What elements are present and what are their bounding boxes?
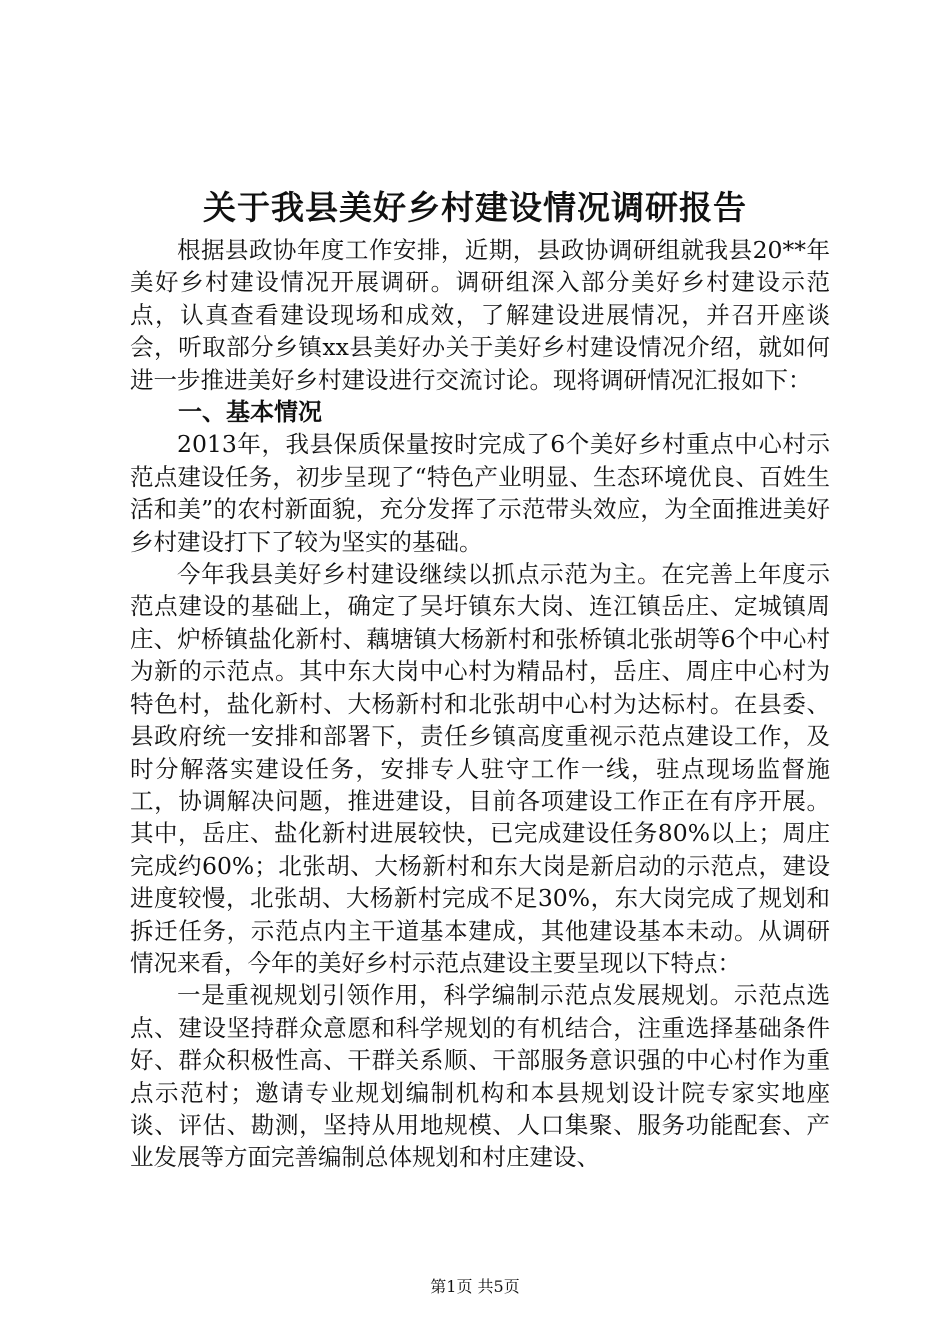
paragraph-planning: 一是重视规划引领作用，科学编制示范点发展规划。示范点选点、建设坚持群众意愿和科学规划的有机结合，注重选择基础条件好、群众积极性高、干群关系顺、干部服务意识强的中心村作为重点示范村；邀请专业规划编制机构和本县规划设计院专家实地座谈、评估、勘测，坚持从用地规模、人口集聚、服务功能配套、产业发展等方面完善编制总体规划和村庄建设、 [130,981,830,1172]
paragraph-this-year: 今年我县美好乡村建设继续以抓点示范为主。在完善上年度示范点建设的基础上，确定了吴圩镇东大岗、连江镇岳庄、定城镇周庄、炉桥镇盐化新村、藕塘镇大杨新村和张桥镇北张胡等6个中心村为新的示范点。其中东大岗中心村为精品村，岳庄、周庄中心村为特色村，盐化新村、大杨新村和北张胡中心村为达标村。在县委、县政府统一安排和部署下，责任乡镇高度重视示范点建设工作，及时分解落实建设任务，安排专人驻守工作一线，驻点现场监督施工，协调解决问题，推进建设，目前各项建设工作正在有序开展。其中，岳庄、盐化新村进展较快，已完成建设任务80%以上；周庄完成约60%；北张胡、大杨新村和东大岗是新启动的示范点，建设进度较慢，北张胡、大杨新村完成不足30%，东大岗完成了规划和拆迁任务，示范点内主干道基本建成，其他建设基本未动。从调研情况来看，今年的美好乡村示范点建设主要呈现以下特点： [130,560,830,977]
document-body [130,234,830,1174]
paragraph-intro: 根据县政协年度工作安排，近期，县政协调研组就我县20**年美好乡村建设情况开展调研。调研组深入部分美好乡村建设示范点，认真查看建设现场和成效，了解建设进展情况，并召开座谈会，听取部分乡镇xx县美好办关于美好乡村建设情况介绍，就如何进一步推进美好乡村建设进行交流讨论。现将调研情况汇报如下： [130,236,830,394]
paragraph-2013: 2013年，我县保质保量按时完成了6个美好乡村重点中心村示范点建设任务，初步呈现了“特色产业明显、生态环境优良、百姓生活和美”的农村新面貌，充分发挥了示范带头效应，为全面推进美好乡村建设打下了较为坚实的基础。 [130,430,830,556]
page-title: 关于我县美好乡村建设情况调研报告 [203,188,747,227]
page-footer: 第1页 共5页 [430,1277,520,1296]
section-heading-basic: 一、基本情况 [178,397,322,427]
